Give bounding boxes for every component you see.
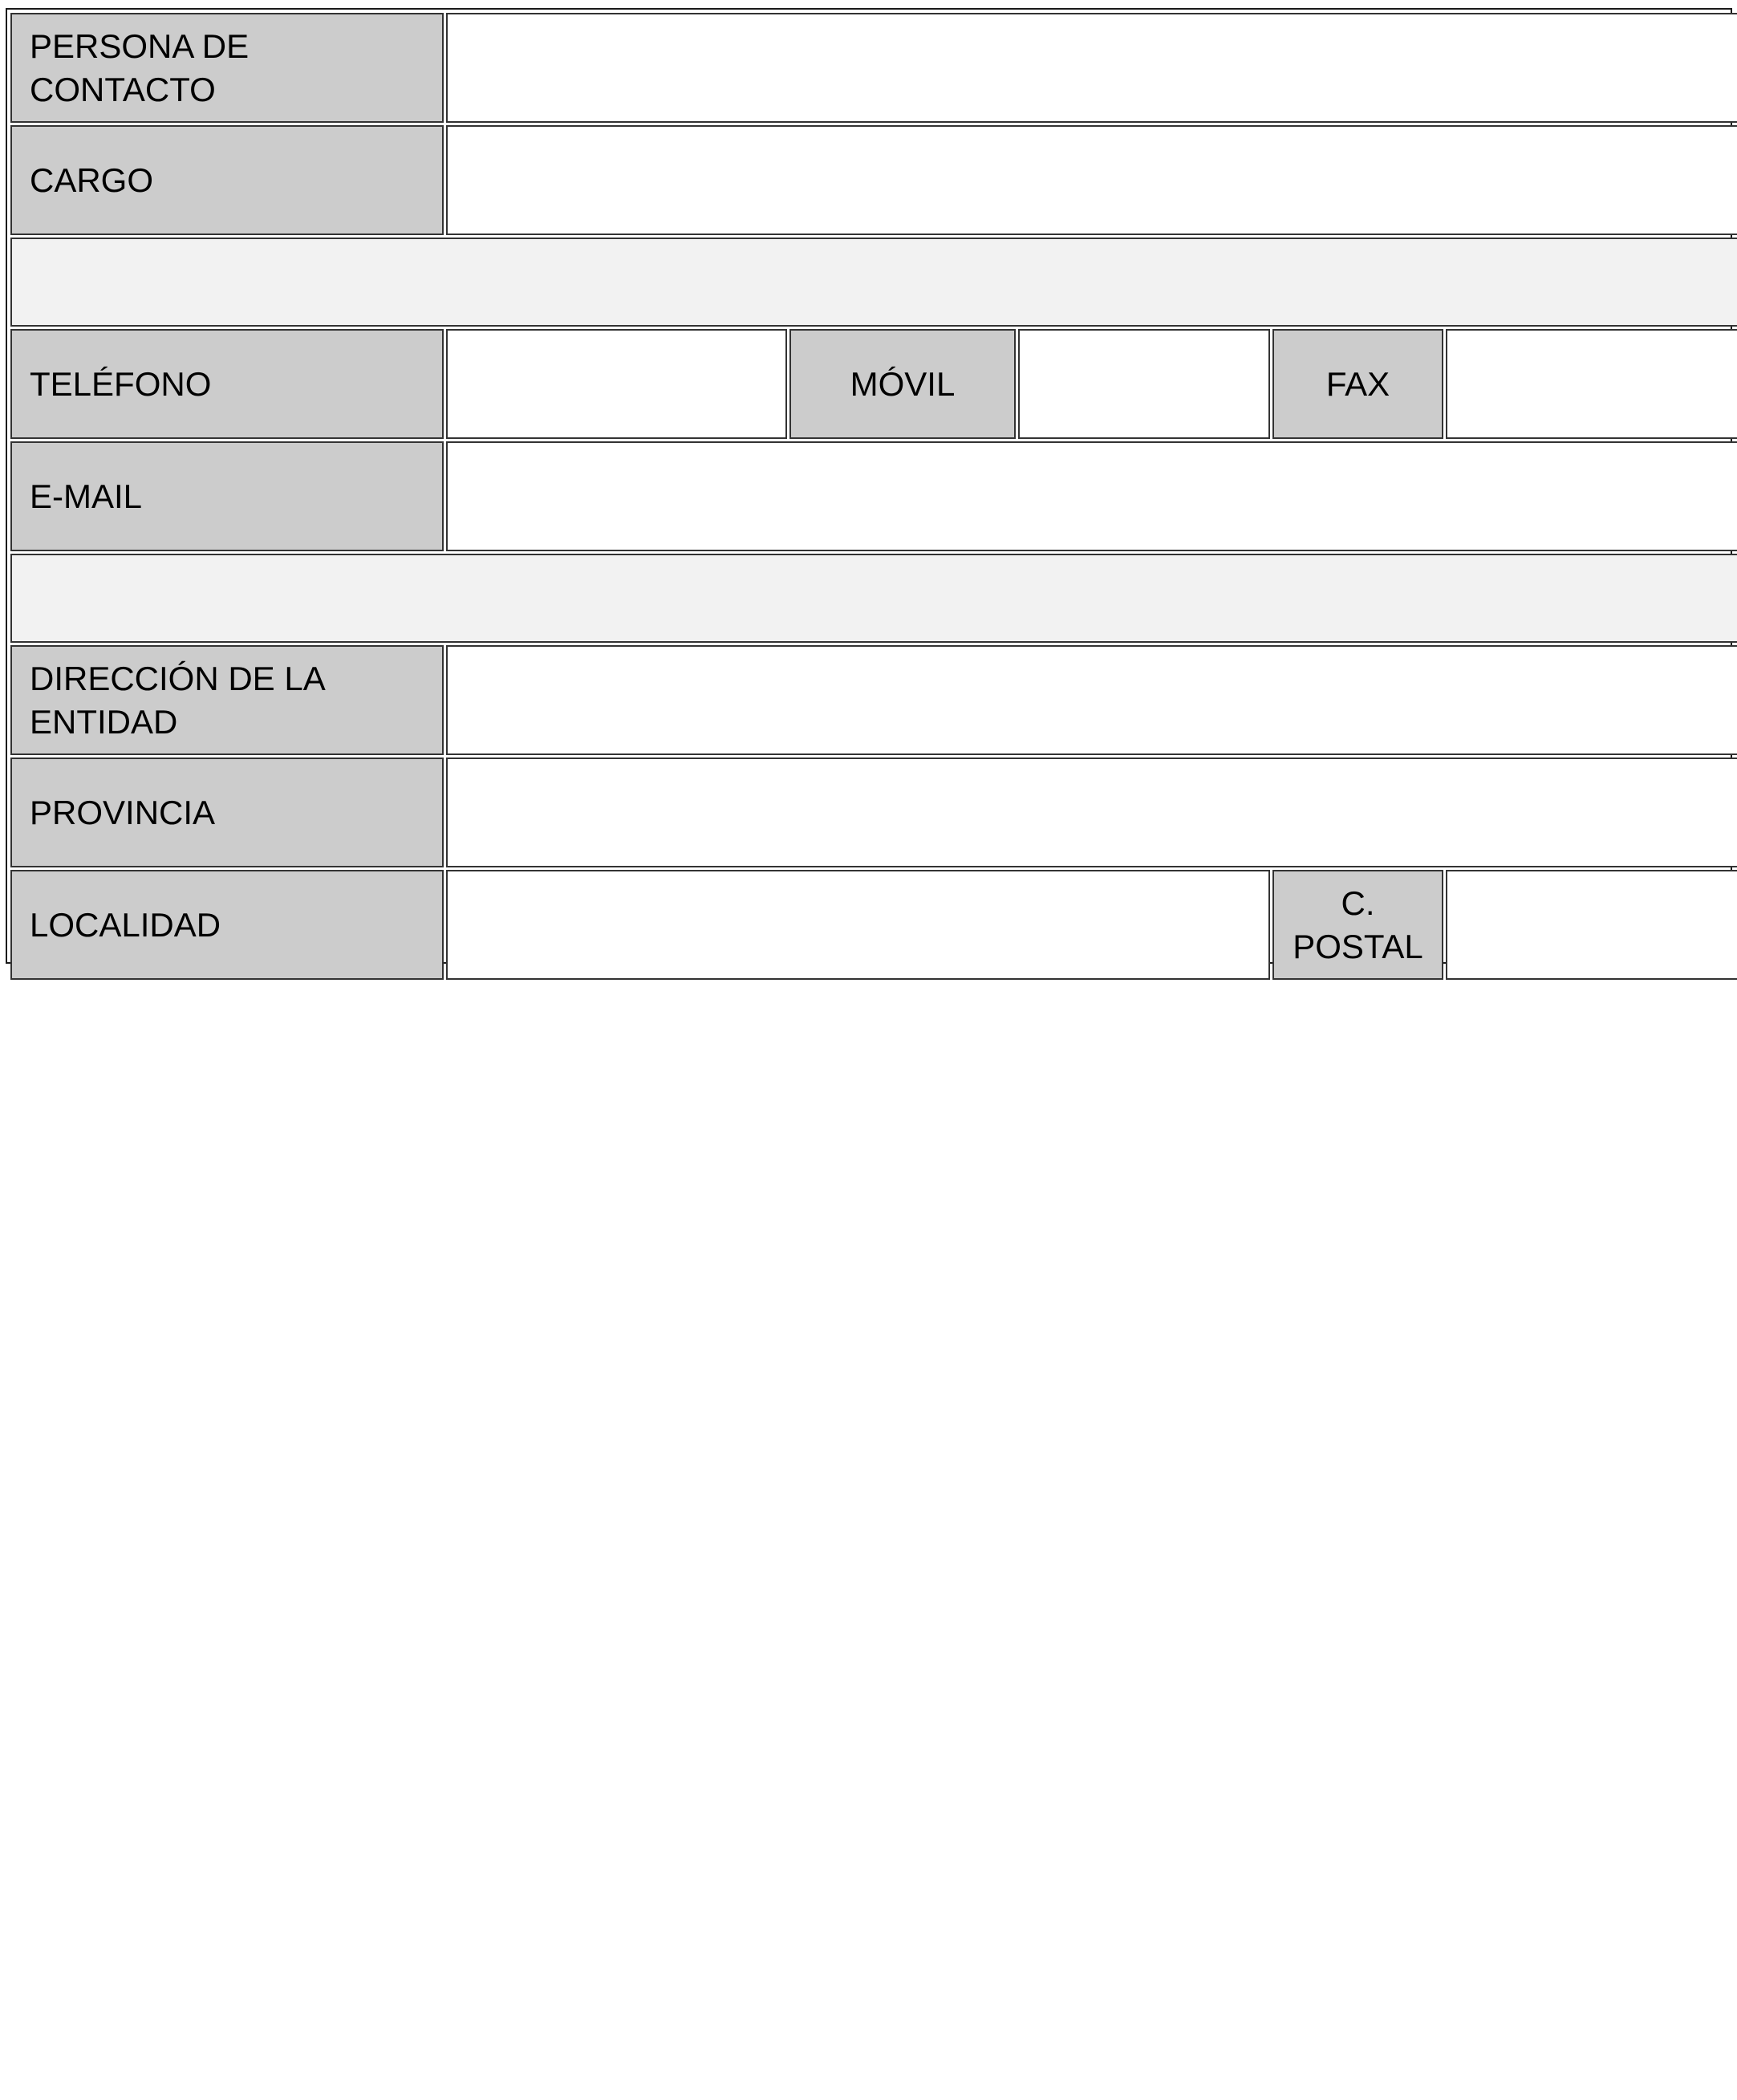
contact-person-field[interactable] bbox=[446, 13, 1737, 123]
postal-code-label: C. POSTAL bbox=[1272, 870, 1443, 980]
locality-label: LOCALIDAD bbox=[10, 870, 444, 980]
position-field[interactable] bbox=[446, 125, 1737, 235]
email-label: E-MAIL bbox=[10, 441, 444, 551]
mobile-label: MÓVIL bbox=[789, 329, 1016, 439]
province-label: PROVINCIA bbox=[10, 758, 444, 867]
address-label: DIRECCIÓN DE LA ENTIDAD bbox=[10, 645, 444, 755]
province-field[interactable] bbox=[446, 758, 1737, 867]
fax-field[interactable] bbox=[1446, 329, 1737, 439]
position-label: CARGO bbox=[10, 125, 444, 235]
contact-form bbox=[6, 8, 1732, 964]
address-field[interactable] bbox=[446, 645, 1737, 755]
locality-field[interactable] bbox=[446, 870, 1270, 980]
contact-person-label: PERSONA DE CONTACTO bbox=[10, 13, 444, 123]
mobile-field[interactable] bbox=[1018, 329, 1270, 439]
postal-code-field[interactable] bbox=[1446, 870, 1737, 980]
section-separator bbox=[10, 554, 1737, 643]
phone-label: TELÉFONO bbox=[10, 329, 444, 439]
email-field[interactable] bbox=[446, 441, 1737, 551]
fax-label: FAX bbox=[1272, 329, 1443, 439]
phone-field[interactable] bbox=[446, 329, 787, 439]
section-separator bbox=[10, 238, 1737, 327]
